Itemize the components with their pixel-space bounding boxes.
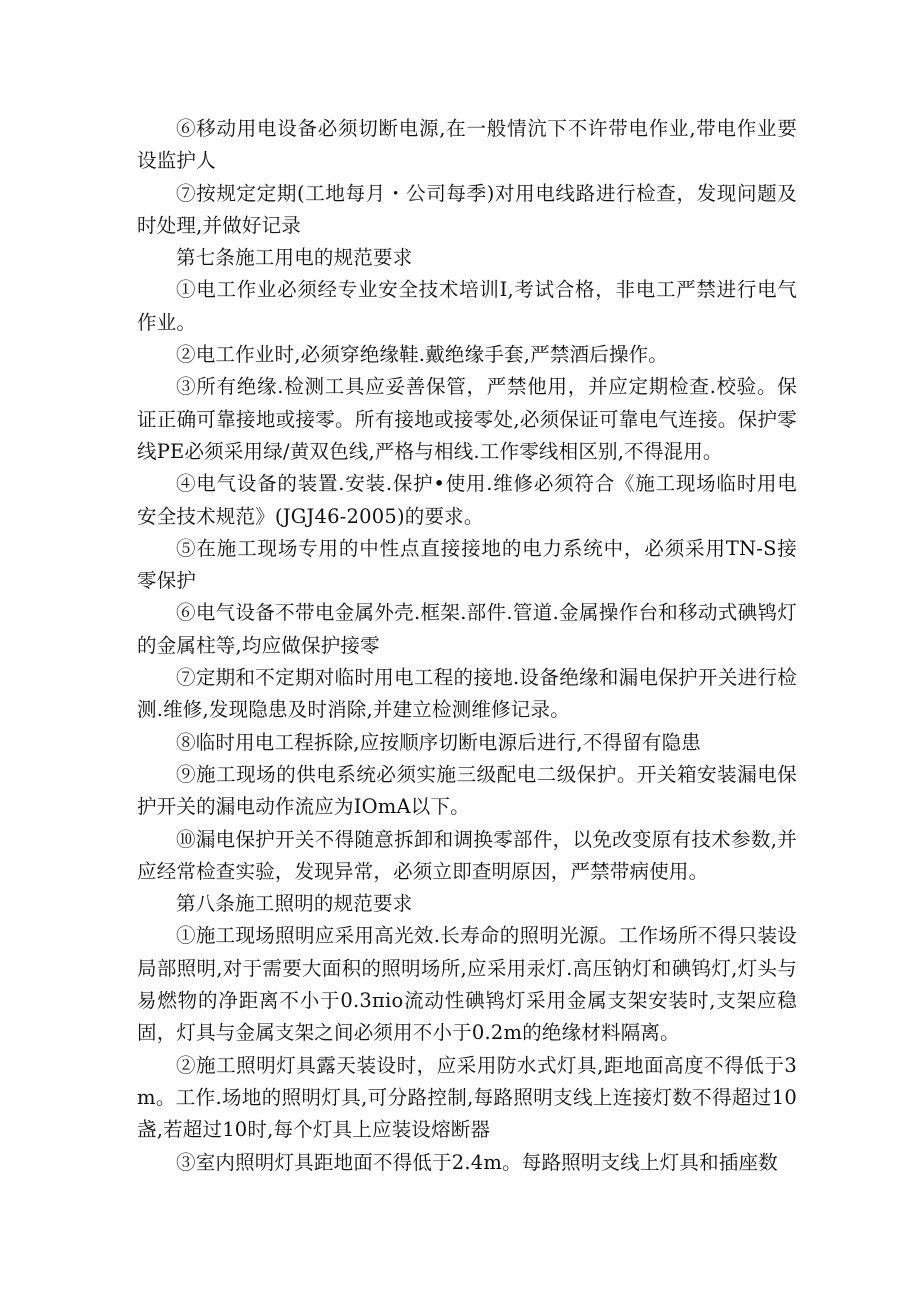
- paragraph-lighting-sources: ①施工现场照明应采用高光效.长寿命的照明光源。工作场所不得只装设局部照明,对于需要大面积的照明场所,应采用汞灯.高压钠灯和碘钨灯,灯头与易燃物的净距离不小于0.3πio流动性碘鸨灯采用金属支架安装时,支架应稳固，灯具与金属支架之间必须用不小于0.2m的绝缘材料隔离。: [137, 924, 797, 1045]
- paragraph-protective-gear: ②电工作业时,必须穿绝缘鞋.戴绝缘手套,严禁酒后操作。: [176, 343, 668, 367]
- paragraph-electrician-training: ①电工作业必须经专业安全技术培训I,考试合格，非电工严禁进行电气作业。: [137, 278, 797, 334]
- paragraph-leakage-switch: ⑩漏电保护开关不得随意拆卸和调换零部件，以免改变原有技术参数,并应经常检查实验，发现异常，必须立即查明原因，严禁带病使用。: [137, 827, 797, 883]
- section-heading-article-7: 第七条施工用电的规范要求: [176, 246, 413, 270]
- paragraph-regular-testing: ⑦定期和不定期对临时用电工程的接地.设备绝缘和漏电保护开关进行检测.维修,发现隐患及时消除,并建立检测维修记录。: [137, 666, 797, 722]
- paragraph-equipment-standards: ④电气设备的装置.安装.保护•使用.维修必须符合《施工现场临时用电安全技术规范》(JGJ46-2005)的要求。: [137, 472, 797, 528]
- paragraph-metal-enclosure-grounding: ⑥电气设备不带电金属外壳.框架.部件.管道.金属操作台和移动式碘鸨灯的金属柱等,均应做保护接零: [137, 601, 797, 657]
- paragraph-outdoor-lighting: ②施工照明灯具露天装设时，应采用防水式灯具,距地面高度不得低于3m。工作.场地的照明灯具,可分路控制,每路照明支线上连接灯数不得超过10盏,若超过10时,每个灯具上应装设熔断器: [137, 1053, 797, 1142]
- paragraph-insulation-tools: ③所有绝缘.检测工具应妥善保管，严禁他用，并应定期检查.校验。保证正确可靠接地或接零。所有接地或接零处,必须保证可靠电气连接。保护零线PE必须采用绿/黄双色线,严格与相线.工作零线相区别,不得混用。: [137, 375, 797, 463]
- paragraph-three-level-distribution: ⑨施工现场的供电系统必须实施三级配电二级保护。开关箱安装漏电保护开关的漏电动作流应为IOmA以下。: [137, 762, 797, 819]
- document-body: [137, 113, 797, 1179]
- paragraph-tn-s-protection: ⑤在施工现场专用的中性点直接接地的电力系统中，必须采用TN-S接零保护: [137, 536, 797, 593]
- paragraph-mobile-equipment: ⑥移动用电设备必须切断电源,在一般情沆下不许带电作业,带电作业要设监护人: [137, 117, 797, 173]
- paragraph-indoor-lighting: ③室内照明灯具距地面不得低于2.4m。每路照明支线上灯具和插座数: [176, 1150, 778, 1174]
- section-heading-article-8: 第八条施工照明的规范要求: [176, 892, 413, 916]
- paragraph-periodic-inspection: ⑦按规定定期(工地每月・公司每季)对用电线路进行检查，发现问题及时处理,并做好记录: [137, 181, 797, 237]
- paragraph-dismantling: ⑧临时用电工程拆除,应按顺序切断电源后进行,不得留有隐患: [176, 730, 701, 754]
